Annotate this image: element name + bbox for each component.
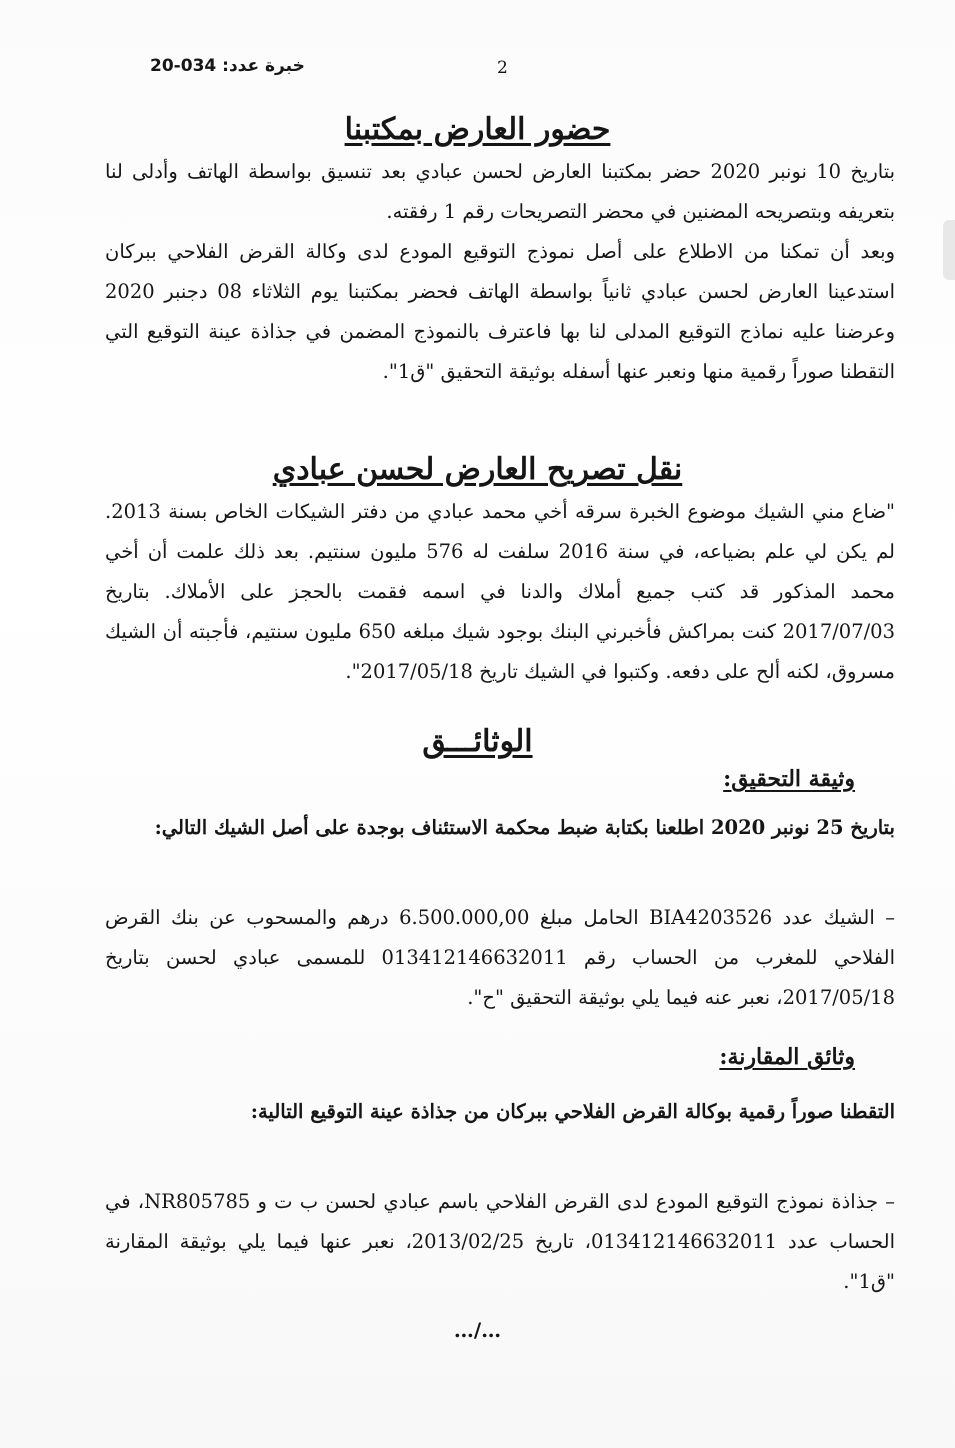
comparison-documents-label: وثائق المقارنة: bbox=[719, 1044, 855, 1070]
section-appearance-body bbox=[105, 152, 895, 392]
investigation-item: – الشيك عدد BIA4203526 الحامل مبلغ 6.500.000,00 درهم والمسحوب عن بنك القرض الفلاحي للمغرب من الحساب رقم 013412146632011 للمسمى عبادي لحسن بتاريخ 2017/05/18، نعبر عنه فيما يلي بوثيقة التحقيق "ح". bbox=[105, 906, 896, 1009]
comparison-item: – جذاذة نموذج التوقيع المودع لدى القرض الفلاحي باسم عبادي لحسن ب ت و NR805785، في الحساب عدد 013412146632011، تاريخ 2013/02/25، نعبر عنها فيما يلي بوثيقة المقارنة "ق1". bbox=[105, 1190, 895, 1293]
investigation-intro: بتاريخ 25 نونبر 2020 اطلعنا بكتابة ضبط محكمة الاستئناف بوجدة على أصل الشيك التالي: bbox=[154, 816, 895, 839]
expertise-reference: خبرة عدد: 034-20 bbox=[150, 56, 305, 76]
section-title-documents: الوثائـــق bbox=[422, 724, 533, 759]
section-title-statement: نقل تصريح العارض لحسن عبادي bbox=[272, 452, 683, 487]
continuation-mark: …/… bbox=[453, 1318, 502, 1342]
comparison-intro: التقطنا صوراً رقمية بوكالة القرض الفلاحي ببركان من جذاذة عينة التوقيع التالية: bbox=[250, 1100, 895, 1123]
investigation-document-label: وثيقة التحقيق: bbox=[723, 766, 855, 792]
appearance-paragraph-1: بتاريخ 10 نونبر 2020 حضر بمكتبنا العارض لحسن عبادي بعد تنسيق بواسطة الهاتف وأدلى لنا بتعريفه وبتصريحه المضنين في محضر التصريحات رقم 1 رفقته. bbox=[105, 160, 896, 223]
statement-paragraph: "ضاع مني الشيك موضوع الخبرة سرقه أخي محمد عبادي من دفتر الشيكات الخاص بسنة 2013. لم يكن لي علم بضياعه، في سنة 2016 سلفت له 576 مليون سنتيم. بعد ذلك علمت أن أخي محمد المذكور قد كتب جميع أملاك والدنا في اسمه فقمت بالحجز على الأملاك. بتاريخ 2017/07/03 كنت بمراكش فأخبرني البنك بوجود شيك مبلغه 650 مليون سنتيم، فأجبته أن الشيك مسروق، لكنه ألح على دفعه. وكتبوا في الشيك تاريخ 2017/05/18". bbox=[105, 500, 895, 683]
page-number: 2 bbox=[497, 58, 508, 78]
appearance-paragraph-2: وبعد أن تمكنا من الاطلاع على أصل نموذج التوقيع المودع لدى وكالة القرض الفلاحي ببركان استدعينا العارض لحسن عبادي ثانياً بواسطة الهاتف فحضر بمكتبنا يوم الثلاثاء 08 دجنبر 2020 وعرضنا عليه نماذج التوقيع المدلى لنا بها فاعترف بالنموذج المضمن في جذاذة عينة التوقيع التي التقطنا صوراً رقمية منها ونعبر عنها أسفله بوثيقة التحقيق "ق1". bbox=[105, 240, 895, 383]
section-title-appearance: حضور العارض بمكتبنا bbox=[344, 112, 611, 147]
scan-edge-shadow bbox=[943, 220, 955, 280]
